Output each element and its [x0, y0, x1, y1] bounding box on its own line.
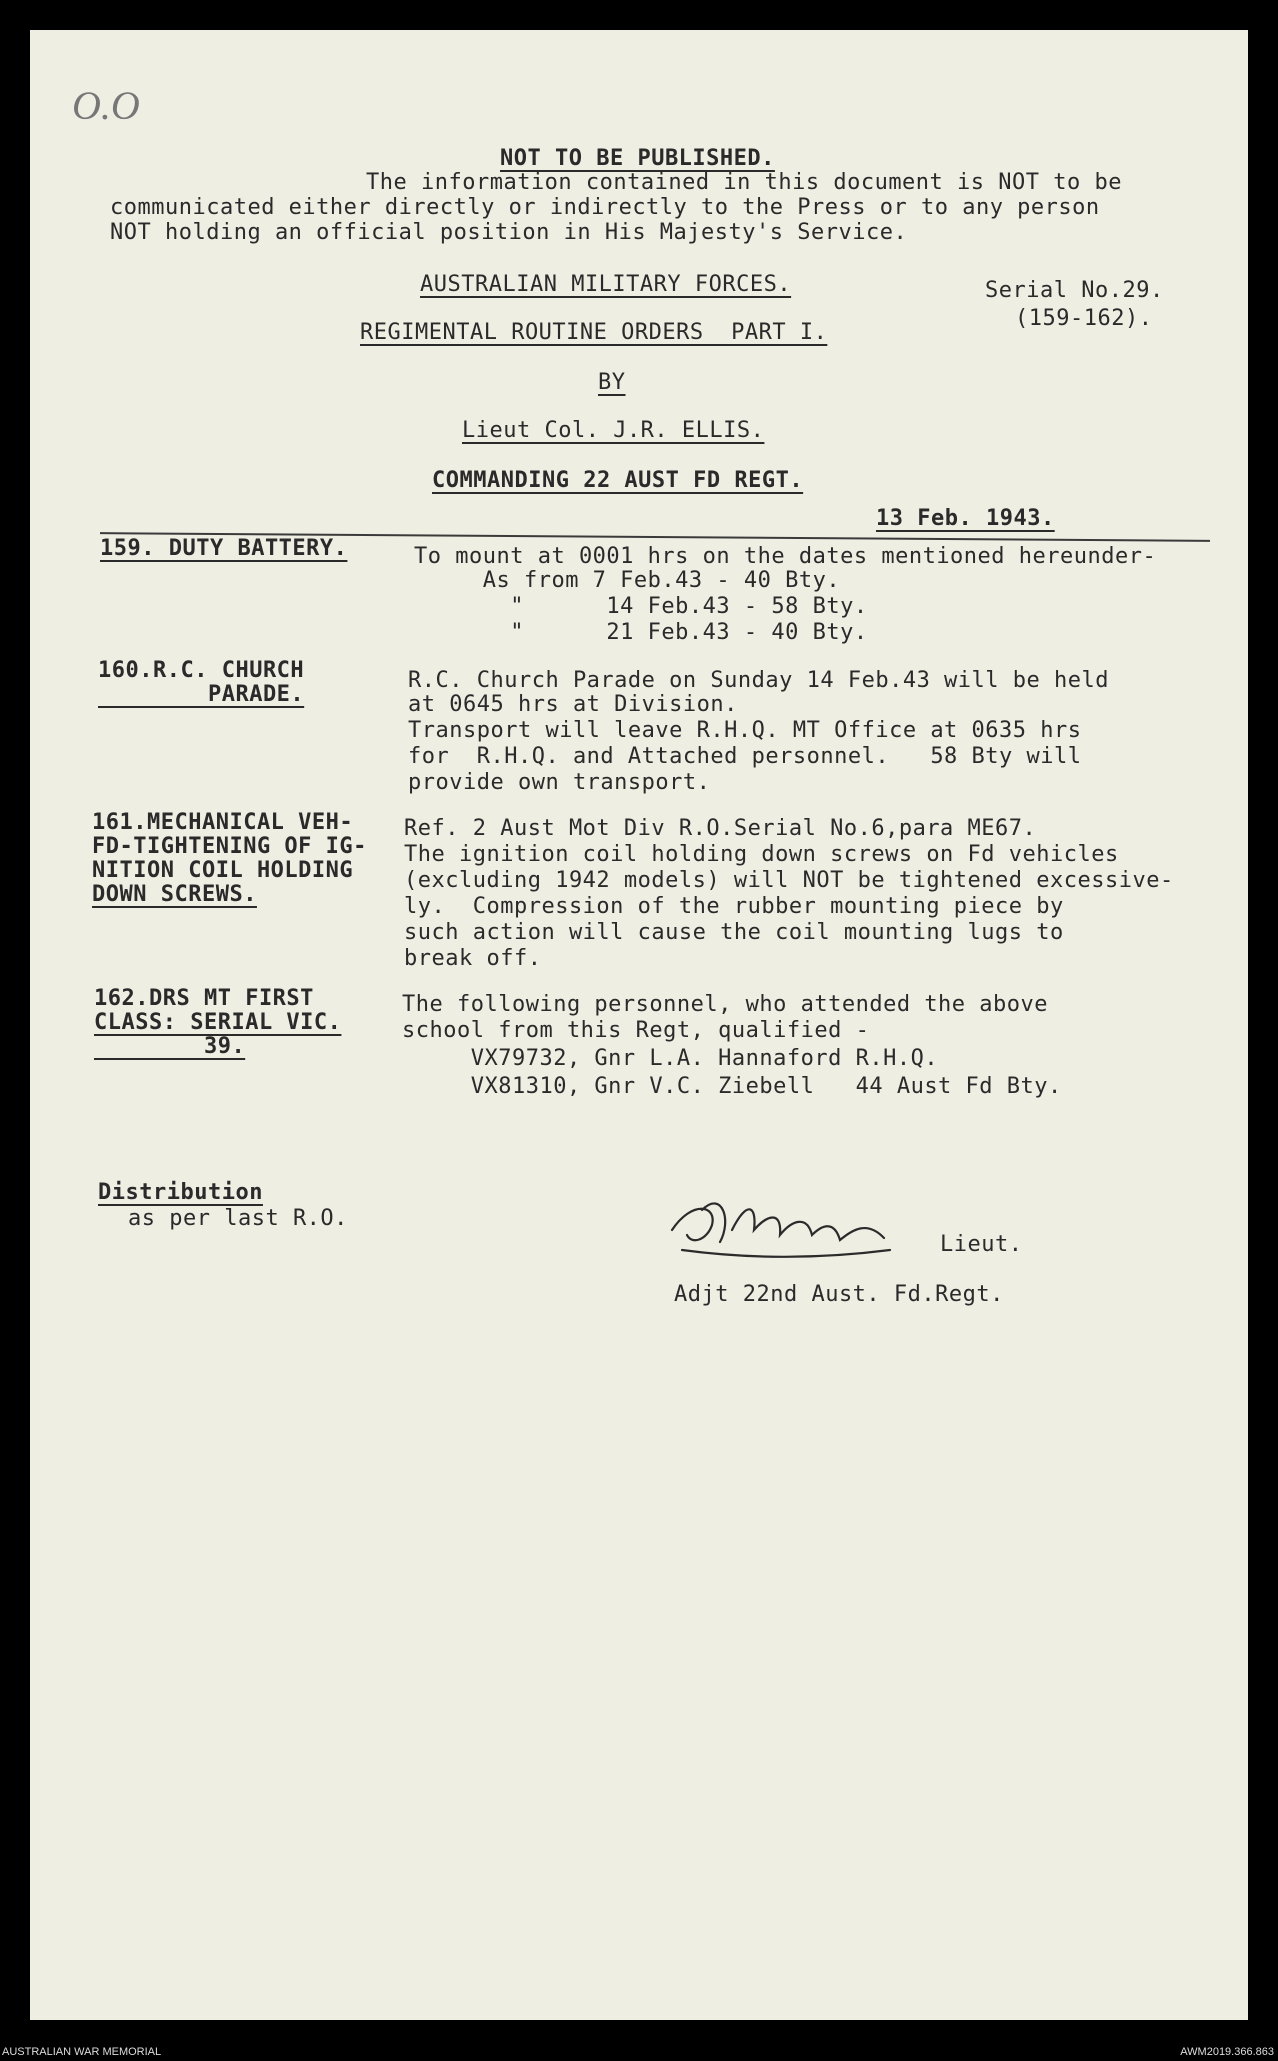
- order-160-body-line: for R.H.Q. and Attached personnel. 58 Bty will: [408, 744, 1082, 769]
- order-161-body-line: Ref. 2 Aust Mot Div R.O.Serial No.6,para ME67.: [404, 816, 1037, 841]
- not-published-heading: NOT TO BE PUBLISHED.: [500, 146, 775, 171]
- notice-line-1: The information contained in this document is NOT to be: [366, 170, 1122, 195]
- order-161-title: NITION COIL HOLDING: [92, 858, 354, 883]
- by-heading: BY: [598, 370, 626, 395]
- org-heading: AUSTRALIAN MILITARY FORCES.: [420, 272, 792, 297]
- order-160-title: PARADE.: [98, 682, 305, 707]
- signatory-rank: Lieut.: [940, 1232, 1023, 1257]
- order-162-body-line: school from this Regt, qualified -: [402, 1018, 870, 1043]
- order-162-body-line: The following personnel, who attended the above: [402, 992, 1049, 1017]
- order-161-body-line: ly. Compression of the rubber mounting piece by: [404, 894, 1064, 919]
- handwritten-signature: [662, 1180, 902, 1270]
- signatory-appointment: Adjt 22nd Aust. Fd.Regt.: [674, 1282, 1004, 1307]
- order-160-body-line: R.C. Church Parade on Sunday 14 Feb.43 will be held: [408, 668, 1110, 693]
- order-161-body-line: break off.: [404, 946, 542, 971]
- footer-accession-number: AWM2019.366.863: [1180, 2046, 1274, 2058]
- notice-line-2: communicated either directly or indirectly to the Press or to any person: [110, 195, 1100, 220]
- order-160-body-line: at 0645 hrs at Division.: [408, 692, 738, 717]
- order-159-body-line: " 21 Feb.43 - 40 Bty.: [414, 620, 868, 645]
- order-162-title: CLASS: SERIAL VIC.: [94, 1010, 342, 1035]
- order-161-title: DOWN SCREWS.: [92, 882, 257, 907]
- command-heading: COMMANDING 22 AUST FD REGT.: [432, 468, 804, 493]
- order-159-body-line: To mount at 0001 hrs on the dates mentioned hereunder-: [414, 544, 1157, 569]
- order-161-title: FD-TIGHTENING OF IG-: [92, 834, 367, 859]
- order-162-body-line: VX79732, Gnr L.A. Hannaford R.H.Q.: [402, 1046, 939, 1071]
- order-160-title: 160.R.C. CHURCH: [98, 658, 305, 683]
- order-159-body-line: " 14 Feb.43 - 58 Bty.: [414, 594, 868, 619]
- distribution-detail: as per last R.O.: [128, 1206, 348, 1231]
- corner-pencil-mark: O.O: [72, 83, 140, 128]
- order-161-body-line: (excluding 1942 models) will NOT be tightened excessive-: [404, 868, 1174, 893]
- serial-range: (159-162).: [1015, 306, 1153, 331]
- order-159-body-line: As from 7 Feb.43 - 40 Bty.: [414, 568, 841, 593]
- order-161-title: 161.MECHANICAL VEH-: [92, 810, 354, 835]
- order-161-body-line: such action will cause the coil mounting lugs to: [404, 920, 1064, 945]
- order-160-body-line: Transport will leave R.H.Q. MT Office at 0635 hrs: [408, 718, 1082, 743]
- order-162-body-line: VX81310, Gnr V.C. Ziebell 44 Aust Fd Bty.: [402, 1074, 1062, 1099]
- order-date: 13 Feb. 1943.: [876, 506, 1055, 531]
- order-162-title: 39.: [94, 1034, 246, 1059]
- order-160-body-line: provide own transport.: [408, 770, 711, 795]
- order-159-title: 159. DUTY BATTERY.: [100, 536, 348, 561]
- notice-line-3: NOT holding an official position in His Majesty's Service.: [110, 220, 908, 245]
- order-161-body-line: The ignition coil holding down screws on Fd vehicles: [404, 842, 1119, 867]
- distribution-label: Distribution: [98, 1180, 263, 1205]
- orders-heading: REGIMENTAL ROUTINE ORDERS PART I.: [360, 320, 828, 345]
- order-162-title: 162.DRS MT FIRST: [94, 986, 314, 1011]
- serial-number: Serial No.29.: [985, 278, 1164, 303]
- officer-heading: Lieut Col. J.R. ELLIS.: [462, 418, 765, 443]
- footer-credit: AUSTRALIAN WAR MEMORIAL: [2, 2046, 162, 2058]
